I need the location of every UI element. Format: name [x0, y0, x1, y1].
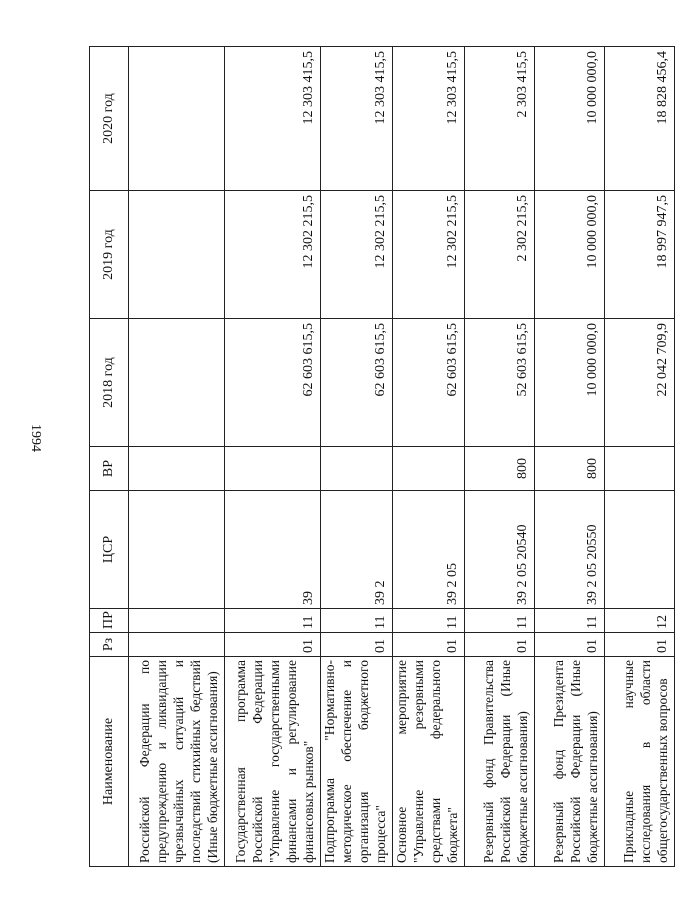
header-pr: ПР [90, 609, 129, 633]
row-2019: 12 302 215,5 [321, 191, 393, 319]
budget-table [89, 46, 675, 867]
row-2020 [129, 47, 225, 191]
row-pr [129, 609, 225, 633]
row-csr: 39 2 05 20550 [535, 491, 605, 609]
header-2018: 2018 год [90, 319, 129, 447]
row-vr [129, 447, 225, 491]
row-csr: 39 2 [321, 491, 393, 609]
budget-table-container [89, 47, 670, 867]
row-rz: 01 [225, 633, 321, 657]
row-pr: 11 [465, 609, 535, 633]
page-number: 1994 [28, 424, 43, 452]
row-2019: 10 000 000,0 [535, 191, 605, 319]
row-pr: 12 [605, 609, 675, 633]
table-row [225, 47, 321, 867]
table-row [605, 47, 675, 867]
row-2019 [129, 191, 225, 319]
row-vr [605, 447, 675, 491]
header-csr: ЦСР [90, 491, 129, 609]
row-2019: 2 302 215,5 [465, 191, 535, 319]
row-name: Резервный фонд Правительства Российской Федерации (Иные бюджетные ассигнования) [465, 657, 535, 867]
row-2018: 62 603 615,5 [321, 319, 393, 447]
row-2018: 10 000 000,0 [535, 319, 605, 447]
row-2019: 18 997 947,5 [605, 191, 675, 319]
header-name: Наименование [90, 657, 129, 867]
header-vr: ВР [90, 447, 129, 491]
row-csr: 39 2 05 [393, 491, 465, 609]
row-name: Государственная программа Российской Федерации "Управление государственными финансами и регулирование финансовых рынков" [225, 657, 321, 867]
row-csr [605, 491, 675, 609]
row-vr: 800 [535, 447, 605, 491]
header-row [90, 47, 129, 867]
row-pr: 11 [225, 609, 321, 633]
table-row [465, 47, 535, 867]
row-pr: 11 [393, 609, 465, 633]
row-2020: 18 828 456,4 [605, 47, 675, 191]
row-vr [225, 447, 321, 491]
row-rz: 01 [321, 633, 393, 657]
row-name: Российской Федерации по предупреждению и ликвидации чрезвычайных ситуаций и последствий стихийных бедствий (Иные бюджетные ассигнования) [129, 657, 225, 867]
row-name: Резервный фонд Президента Российской Федерации (Иные бюджетные ассигнования) [535, 657, 605, 867]
row-vr: 800 [465, 447, 535, 491]
row-vr [321, 447, 393, 491]
header-2020: 2020 год [90, 47, 129, 191]
row-name: Подпрограмма "Нормативно-методическое обеспечение и организация бюджетного процесса" [321, 657, 393, 867]
row-rz [129, 633, 225, 657]
row-2020: 12 303 415,5 [393, 47, 465, 191]
row-csr [129, 491, 225, 609]
table-row [129, 47, 225, 867]
header-rz: Рз [90, 633, 129, 657]
table-row [535, 47, 605, 867]
row-rz: 01 [535, 633, 605, 657]
row-rz: 01 [465, 633, 535, 657]
row-name: Основное мероприятие "Управление резервными средствами федерального бюджета" [393, 657, 465, 867]
row-2019: 12 302 215,5 [225, 191, 321, 319]
table-row [393, 47, 465, 867]
row-2018: 62 603 615,5 [393, 319, 465, 447]
row-2018 [129, 319, 225, 447]
row-2020: 12 303 415,5 [225, 47, 321, 191]
row-name: Прикладные научные исследования в области общегосударственных вопросов [605, 657, 675, 867]
row-2018: 22 042 709,9 [605, 319, 675, 447]
row-2018: 62 603 615,5 [225, 319, 321, 447]
row-pr: 11 [535, 609, 605, 633]
row-pr: 11 [321, 609, 393, 633]
header-2019: 2019 год [90, 191, 129, 319]
row-2020: 2 303 415,5 [465, 47, 535, 191]
row-2020: 10 000 000,0 [535, 47, 605, 191]
row-rz: 01 [605, 633, 675, 657]
row-vr [393, 447, 465, 491]
row-csr: 39 2 05 20540 [465, 491, 535, 609]
row-2020: 12 303 415,5 [321, 47, 393, 191]
row-2019: 12 302 215,5 [393, 191, 465, 319]
row-rz: 01 [393, 633, 465, 657]
row-2018: 52 603 615,5 [465, 319, 535, 447]
row-csr: 39 [225, 491, 321, 609]
table-row [321, 47, 393, 867]
